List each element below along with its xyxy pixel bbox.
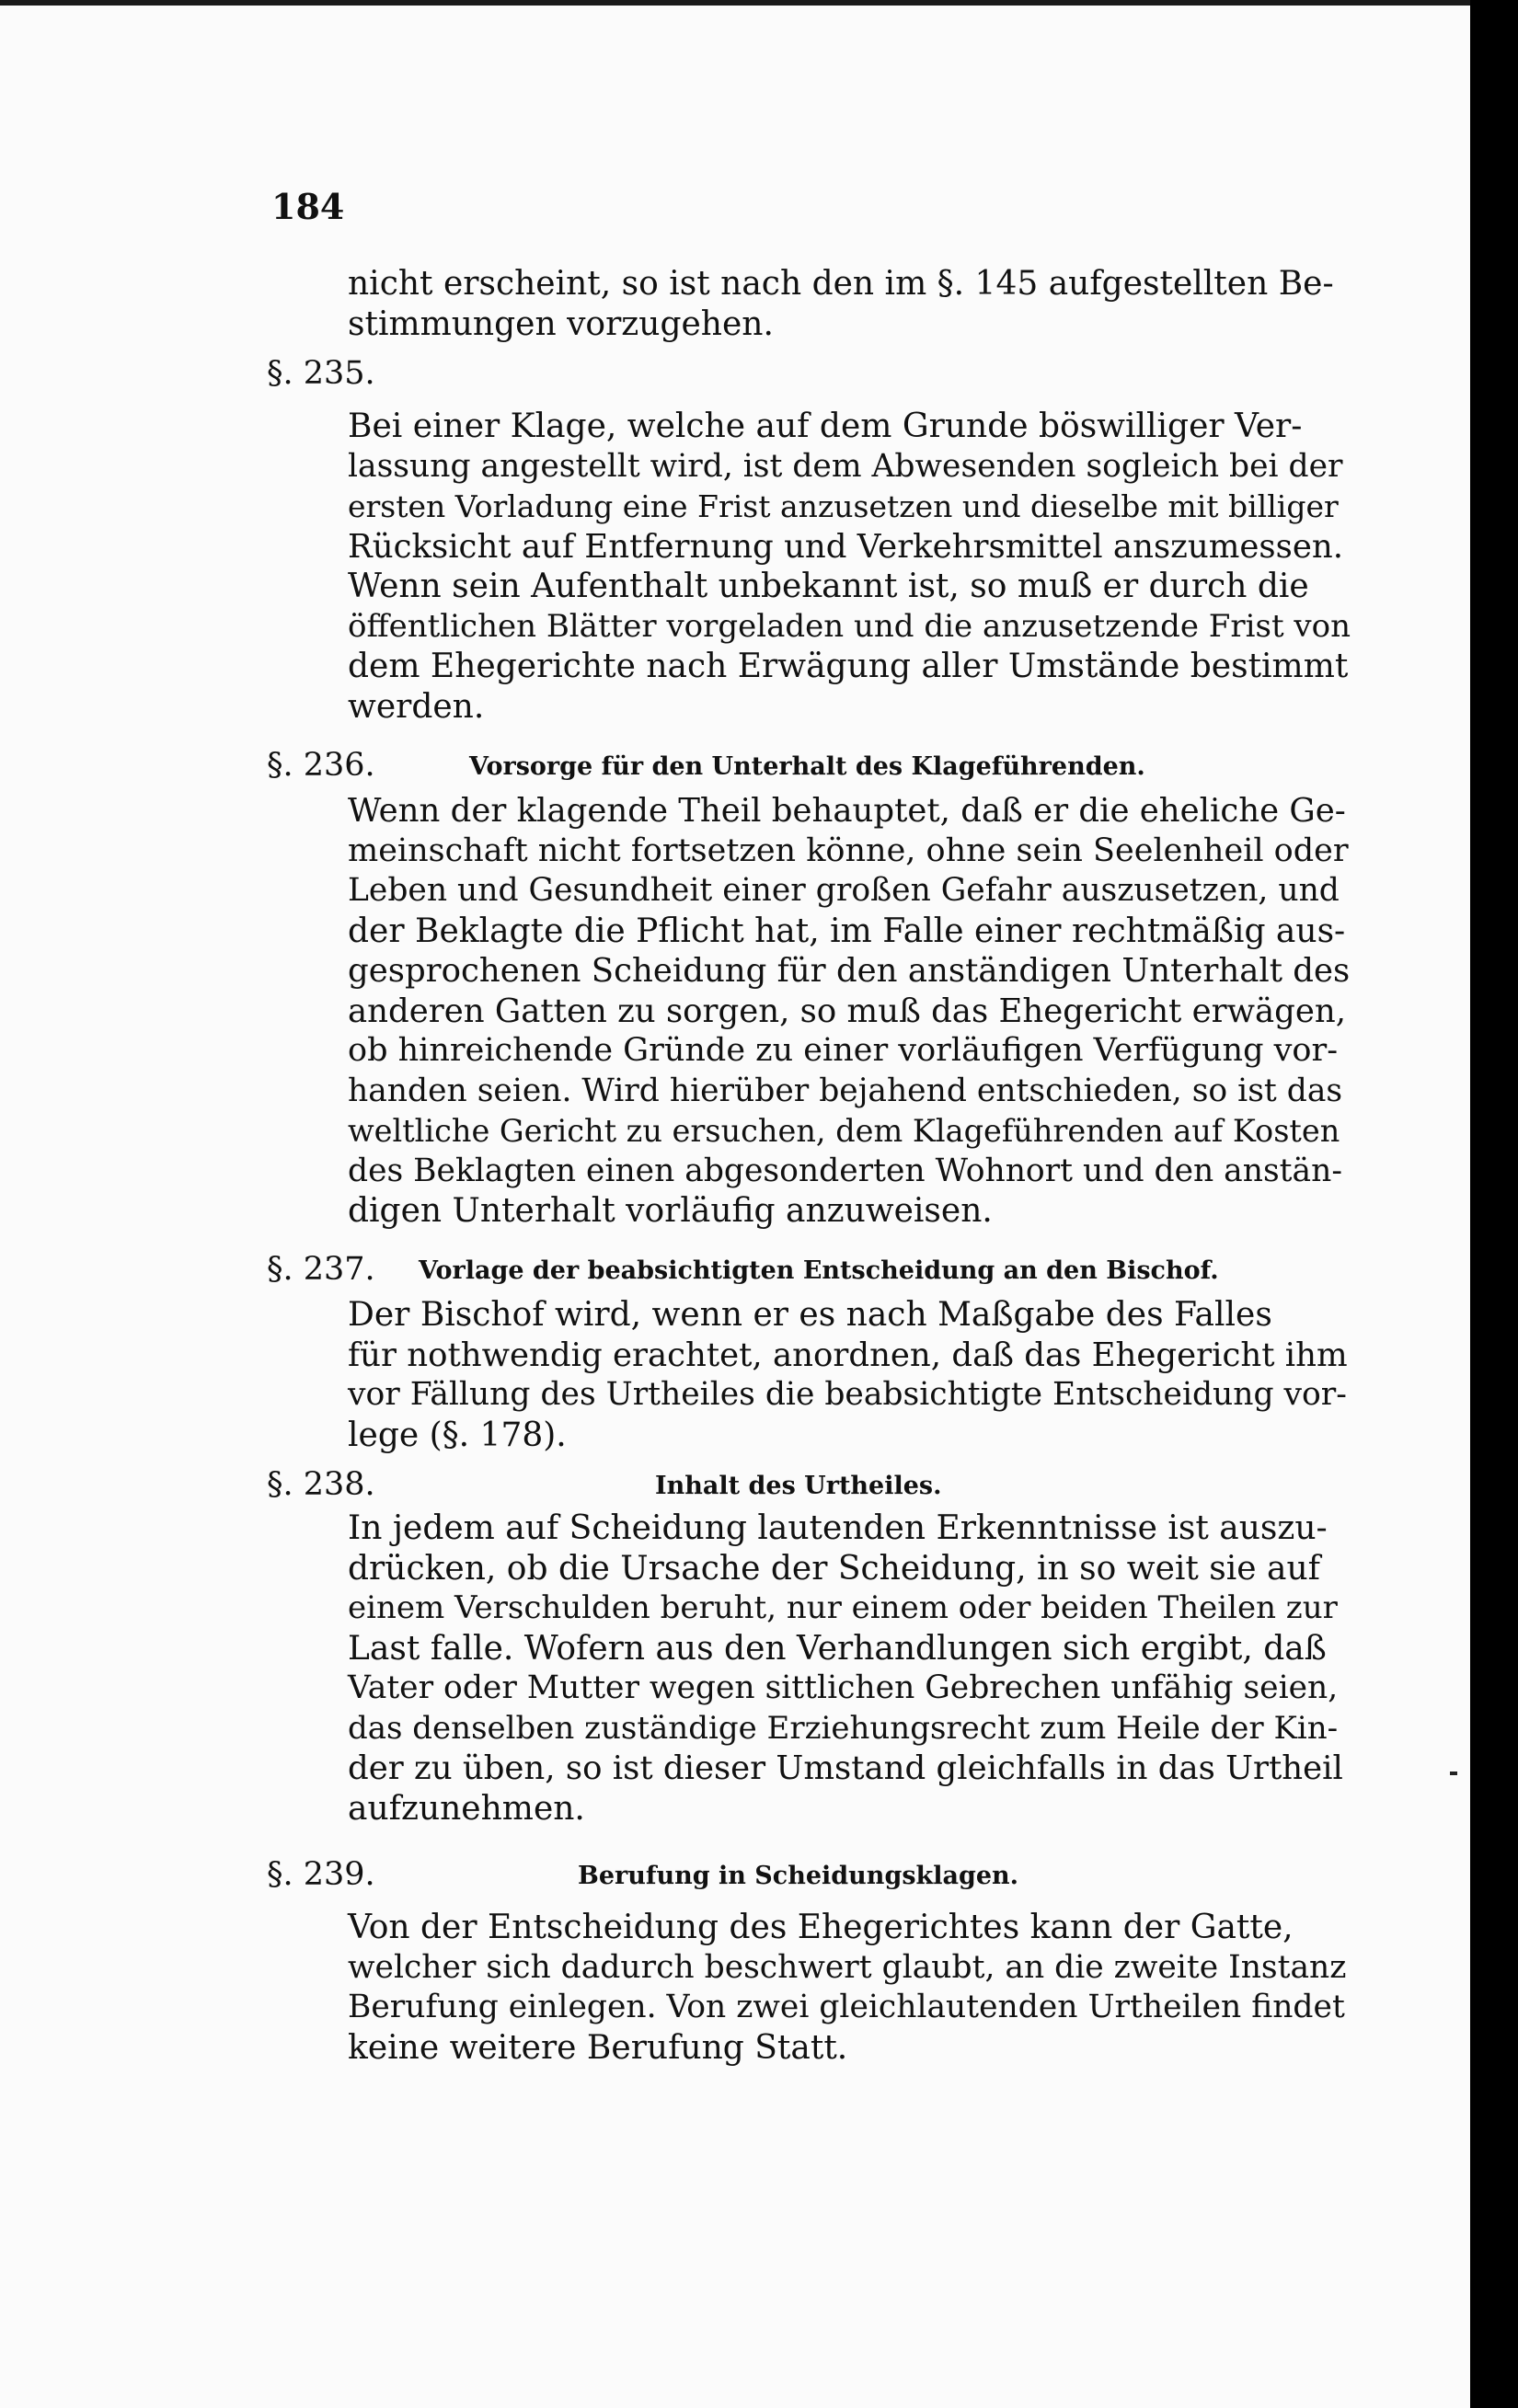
text-line: einem Verschulden beruht, nur einem oder beiden Theilen zur [348,1589,1338,1626]
text-line: Rücksicht auf Entfernung und Verkehrsmittel anszumessen. [348,527,1344,566]
section-238-number: §. 238. [267,1466,375,1503]
text-line: weltliche Gericht zu ersuchen, dem Klageführenden auf Kosten [348,1113,1340,1149]
text-line: anderen Gatten zu sorgen, so muß das Ehegericht erwägen, [348,992,1347,1030]
text-line: Der Bischof wird, wenn er es nach Maßgabe des Falles [348,1296,1272,1334]
continuation-paragraph [348,264,1351,344]
text-line: In jedem auf Scheidung lautenden Erkenntnisse ist auszu- [348,1509,1328,1547]
text-line: für nothwendig erachtet, anordnen, daß das Ehegericht ihm [348,1336,1348,1374]
section-236-title: Vorsorge für den Unterhalt des Klageführenden. [469,752,1145,781]
section-236-paragraph [348,791,1351,1232]
text-line: nicht erscheint, so ist nach den im §. 145 aufgestellten Be- [348,265,1334,303]
text-line: des Beklagten einen abgesonderten Wohnort und den anstän- [348,1152,1342,1189]
text-line: aufzunehmen. [348,1789,585,1828]
text-line: stimmungen vorzugehen. [348,304,774,343]
scan-right-edge [1470,0,1518,2408]
section-239-number: §. 239. [267,1856,375,1893]
text-line: drücken, ob die Ursache der Scheidung, in so weit sie auf [348,1549,1321,1588]
section-237-title: Vorlage der beabsichtigten Entscheidung an den Bischof. [419,1256,1219,1285]
page-number: 184 [271,186,345,227]
section-239-paragraph [348,1908,1351,2068]
text-line: der zu üben, so ist dieser Umstand gleichfalls in das Urtheil [348,1749,1343,1787]
text-line: Vater oder Mutter wegen sittlichen Gebrechen unfähig seien, [348,1669,1339,1706]
text-line: das denselben zuständige Erziehungsrecht zum Heile der Kin- [348,1709,1339,1747]
text-line: meinschaft nicht fortsetzen könne, ohne sein Seelenheil oder [348,831,1349,869]
text-line: keine weitere Berufung Statt. [348,2028,848,2067]
text-line: welcher sich dadurch beschwert glaubt, an die zweite Instanz [348,1948,1347,1986]
text-line: Wenn sein Aufenthalt unbekannt ist, so muß er durch die [348,568,1309,605]
text-line: öffentlichen Blätter vorgeladen und die anzusetzende Frist von [348,607,1351,645]
section-238-title: Inhalt des Urtheiles. [655,1472,942,1500]
text-line: lege (§. 178). [348,1416,567,1454]
text-line: Last falle. Wofern aus den Verhandlungen sich ergibt, daß [348,1629,1327,1668]
section-235-number: §. 235. [267,355,375,392]
text-line: dem Ehegerichte nach Erwägung aller Umstände bestimmt [348,648,1349,685]
text-line: Berufung einlegen. Von zwei gleichlautenden Urtheilen findet [348,1989,1345,2025]
section-237-number: §. 237. [267,1251,375,1288]
section-239-title: Berufung in Scheidungsklagen. [578,1862,1019,1890]
text-line: Von der Entscheidung des Ehegerichtes kann der Gatte, [348,1909,1294,1946]
text-line: Wenn der klagende Theil behauptet, daß er die eheliche Ge- [348,792,1346,830]
text-line: Bei einer Klage, welche auf dem Grunde böswilliger Ver- [348,407,1303,445]
text-line: ersten Vorladung eine Frist anzusetzen und dieselbe mit billiger [348,488,1339,524]
scan-top-edge [0,0,1470,6]
text-line: der Beklagte die Pflicht hat, im Falle einer rechtmäßig aus- [348,912,1346,950]
text-line: gesprochenen Scheidung für den anständigen Unterhalt des [348,952,1351,990]
section-238-paragraph [348,1508,1351,1829]
text-line: ob hinreichende Gründe zu einer vorläufigen Verfügung vor- [348,1032,1339,1069]
text-line: Leben und Gesundheit einer großen Gefahr auszusetzen, und [348,872,1340,909]
text-line: digen Unterhalt vorläufig anzuweisen. [348,1192,993,1230]
section-235-paragraph [348,407,1351,727]
section-236-number: §. 236. [267,747,375,784]
section-237-paragraph [348,1295,1351,1455]
text-line: werden. [348,687,485,726]
text-line: lassung angestellt wird, ist dem Abwesenden sogleich bei der [348,447,1343,485]
text-line: handen seien. Wird hierüber bejahend entschieden, so ist das [348,1072,1343,1109]
text-line: vor Fällung des Urtheiles die beabsichtigte Entscheidung vor- [348,1376,1347,1413]
scan-mark [1450,1772,1457,1775]
